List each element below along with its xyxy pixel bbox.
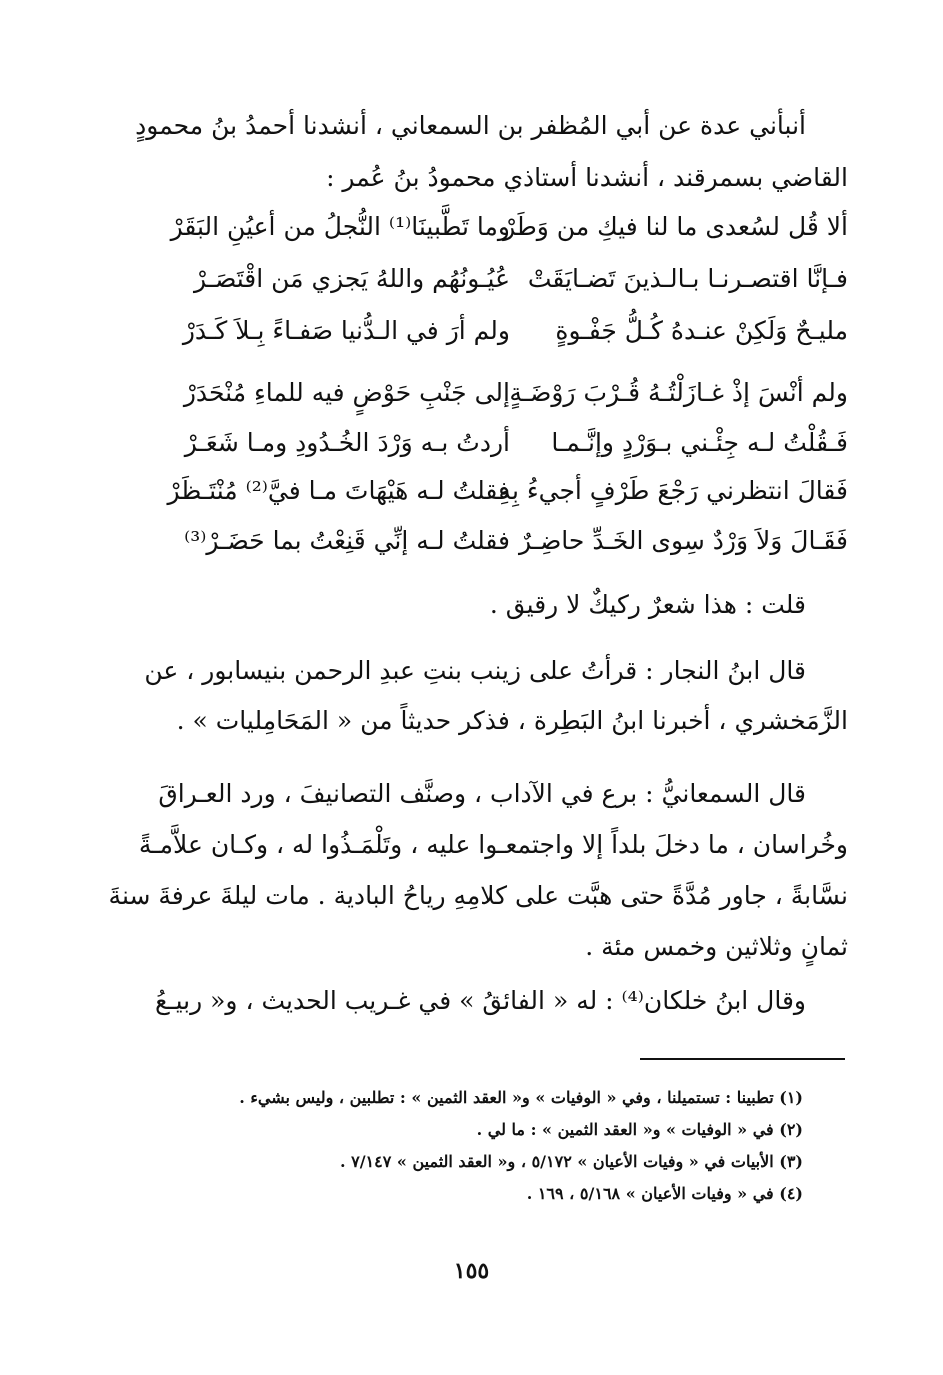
verse-second-hemistich: أردتُ بـه وَرْدَ الخُـدُودِ ومـا شَعَـرْ — [184, 428, 510, 457]
poem-verse — [180, 264, 848, 304]
opening-paragraph — [135, 100, 848, 204]
verse-second-hemistich: إلى جَنْبِ حَوْضٍ فيه للماءِ مُنْحَدَرْ — [183, 378, 510, 407]
poem-verse — [167, 476, 848, 516]
verse-first-hemistich: فَـقُلْتُ لـه جِئْـني بـوَرْدٍ وإنَّـمـا — [551, 428, 848, 457]
verse-second-hemistich: وما تَطَّبينَا⁽¹⁾ النُّجلُ من أعيُنِ البَقَرْ — [170, 212, 510, 241]
verse-first-hemistich: مليـحٌ وَلَكِنْ عنـدهُ كُـلُّ جَفْـوةٍ — [555, 316, 848, 345]
footnote: (٣) الأبيات في « وفيات الأعيان » ٥/١٧٢ ، و« العقد الثمين » ٧/١٤٧ . — [339, 1152, 803, 1171]
text-line: القاضي بسمرقند ، أنشدنا أستاذي محمودُ بنُ عُمر : — [326, 163, 848, 192]
verse-first-hemistich: ولم أنْسَ إذْ غـازَلْتُـهُ قُـرْبَ رَوْضَـةٍ — [509, 378, 848, 407]
footnote: (٢) في « الوفيات » و« العقد الثمين » : ما لي . — [476, 1120, 803, 1139]
footnote: (٤) في « وفيات الأعيان » ٥/١٦٨ ، ١٦٩ . — [526, 1184, 803, 1203]
verse-second-hemistich: فقلتُ لـه هَيْهَاتَ مـا فيَّ⁽²⁾ مُنْتَـظَرْ — [167, 476, 510, 505]
poem-verse — [170, 212, 848, 252]
samani-paragraph — [108, 768, 848, 972]
verse-second-hemistich: فقلتُ لـه إنِّي قَنِعْتُ بما حَضَـرْ⁽³⁾ — [184, 526, 510, 555]
poem-verse — [180, 378, 848, 418]
verse-second-hemistich: عُيُـونُهُم واللهُ يَجزي مَن اقْتَصَـرْ — [193, 264, 510, 293]
verse-first-hemistich: فَقالَ انتظرني رَجْعَ طَرْفٍ أجيءُ بِهِ — [498, 476, 848, 505]
text-line: وقال ابنُ خلكان⁽⁴⁾ : له « الفائقُ » في غـريب الحديث ، و« ربيـعُ — [154, 986, 806, 1015]
text-line: قال ابنُ النجار : قرأتُ على زينب بنتِ عبدِ الرحمن بنيسابور ، عن — [144, 656, 806, 685]
comment-paragraph — [180, 583, 848, 627]
text-line: الزَّمَخشري ، أخبرنا ابنُ البَطِرة ، فذكر حديثاً من « المَحَامِليات » . — [176, 706, 848, 735]
poem-verse — [180, 526, 848, 566]
text-line: ثمانٍ وثلاثين وخمس مئة . — [585, 932, 848, 961]
verse-first-hemistich: فَقَـالَ وَلاَ وَرْدٌ سِوى الخَـدِّ حاضِـرٌ — [518, 526, 848, 555]
footnote: (١) تطبينا : تستميلنا ، وفي « الوفيات » و« العقد الثمين » : تطلبين ، وليس بشيء . — [239, 1088, 803, 1107]
poem-verse — [180, 316, 848, 356]
verse-second-hemistich: ولم أرَ في الـدُّنيا صَفـاءً بِـلاَ كَـدَرْ — [182, 316, 510, 345]
text-line: نسَّابةً ، جاور مُدَّةً حتى هبَّت على كلامِهِ رياحُ البادية . مات ليلةَ عرفةَ سنةَ — [108, 881, 848, 910]
ibn-khallikan-paragraph — [154, 976, 848, 1026]
footnote-divider — [640, 1058, 845, 1060]
text-line: وخُراسان ، ما دخلَ بلداً إلا واجتمعـوا عليه ، وتَلْمَـذُوا له ، وكـان علاَّمـةً — [138, 830, 848, 859]
text-line: قال السمعانيُّ : برع في الآداب ، وصنَّف التصانيفَ ، ورد العـراقَ — [158, 779, 806, 808]
footnotes — [163, 1088, 803, 1216]
verse-first-hemistich: ألا قُل لسُعدى ما لنا فيكِ من وَطَرْ — [503, 212, 848, 241]
text-line: أنبأني عدة عن أبي المُظفر بن السمعاني ، أنشدنا أحمدُ بنُ محمودٍ — [135, 111, 806, 140]
page-number: ١٥٥ — [453, 1258, 490, 1284]
text-line: قلت : هذا شعرٌ ركيكٌ لا رقيق . — [489, 590, 806, 619]
ibn-najjar-paragraph — [144, 646, 848, 746]
poem-verse — [180, 428, 848, 468]
verse-first-hemistich: فـإنَّا اقتصـرنـا بـالـذينَ تَضـايَقَتْ — [527, 264, 848, 293]
